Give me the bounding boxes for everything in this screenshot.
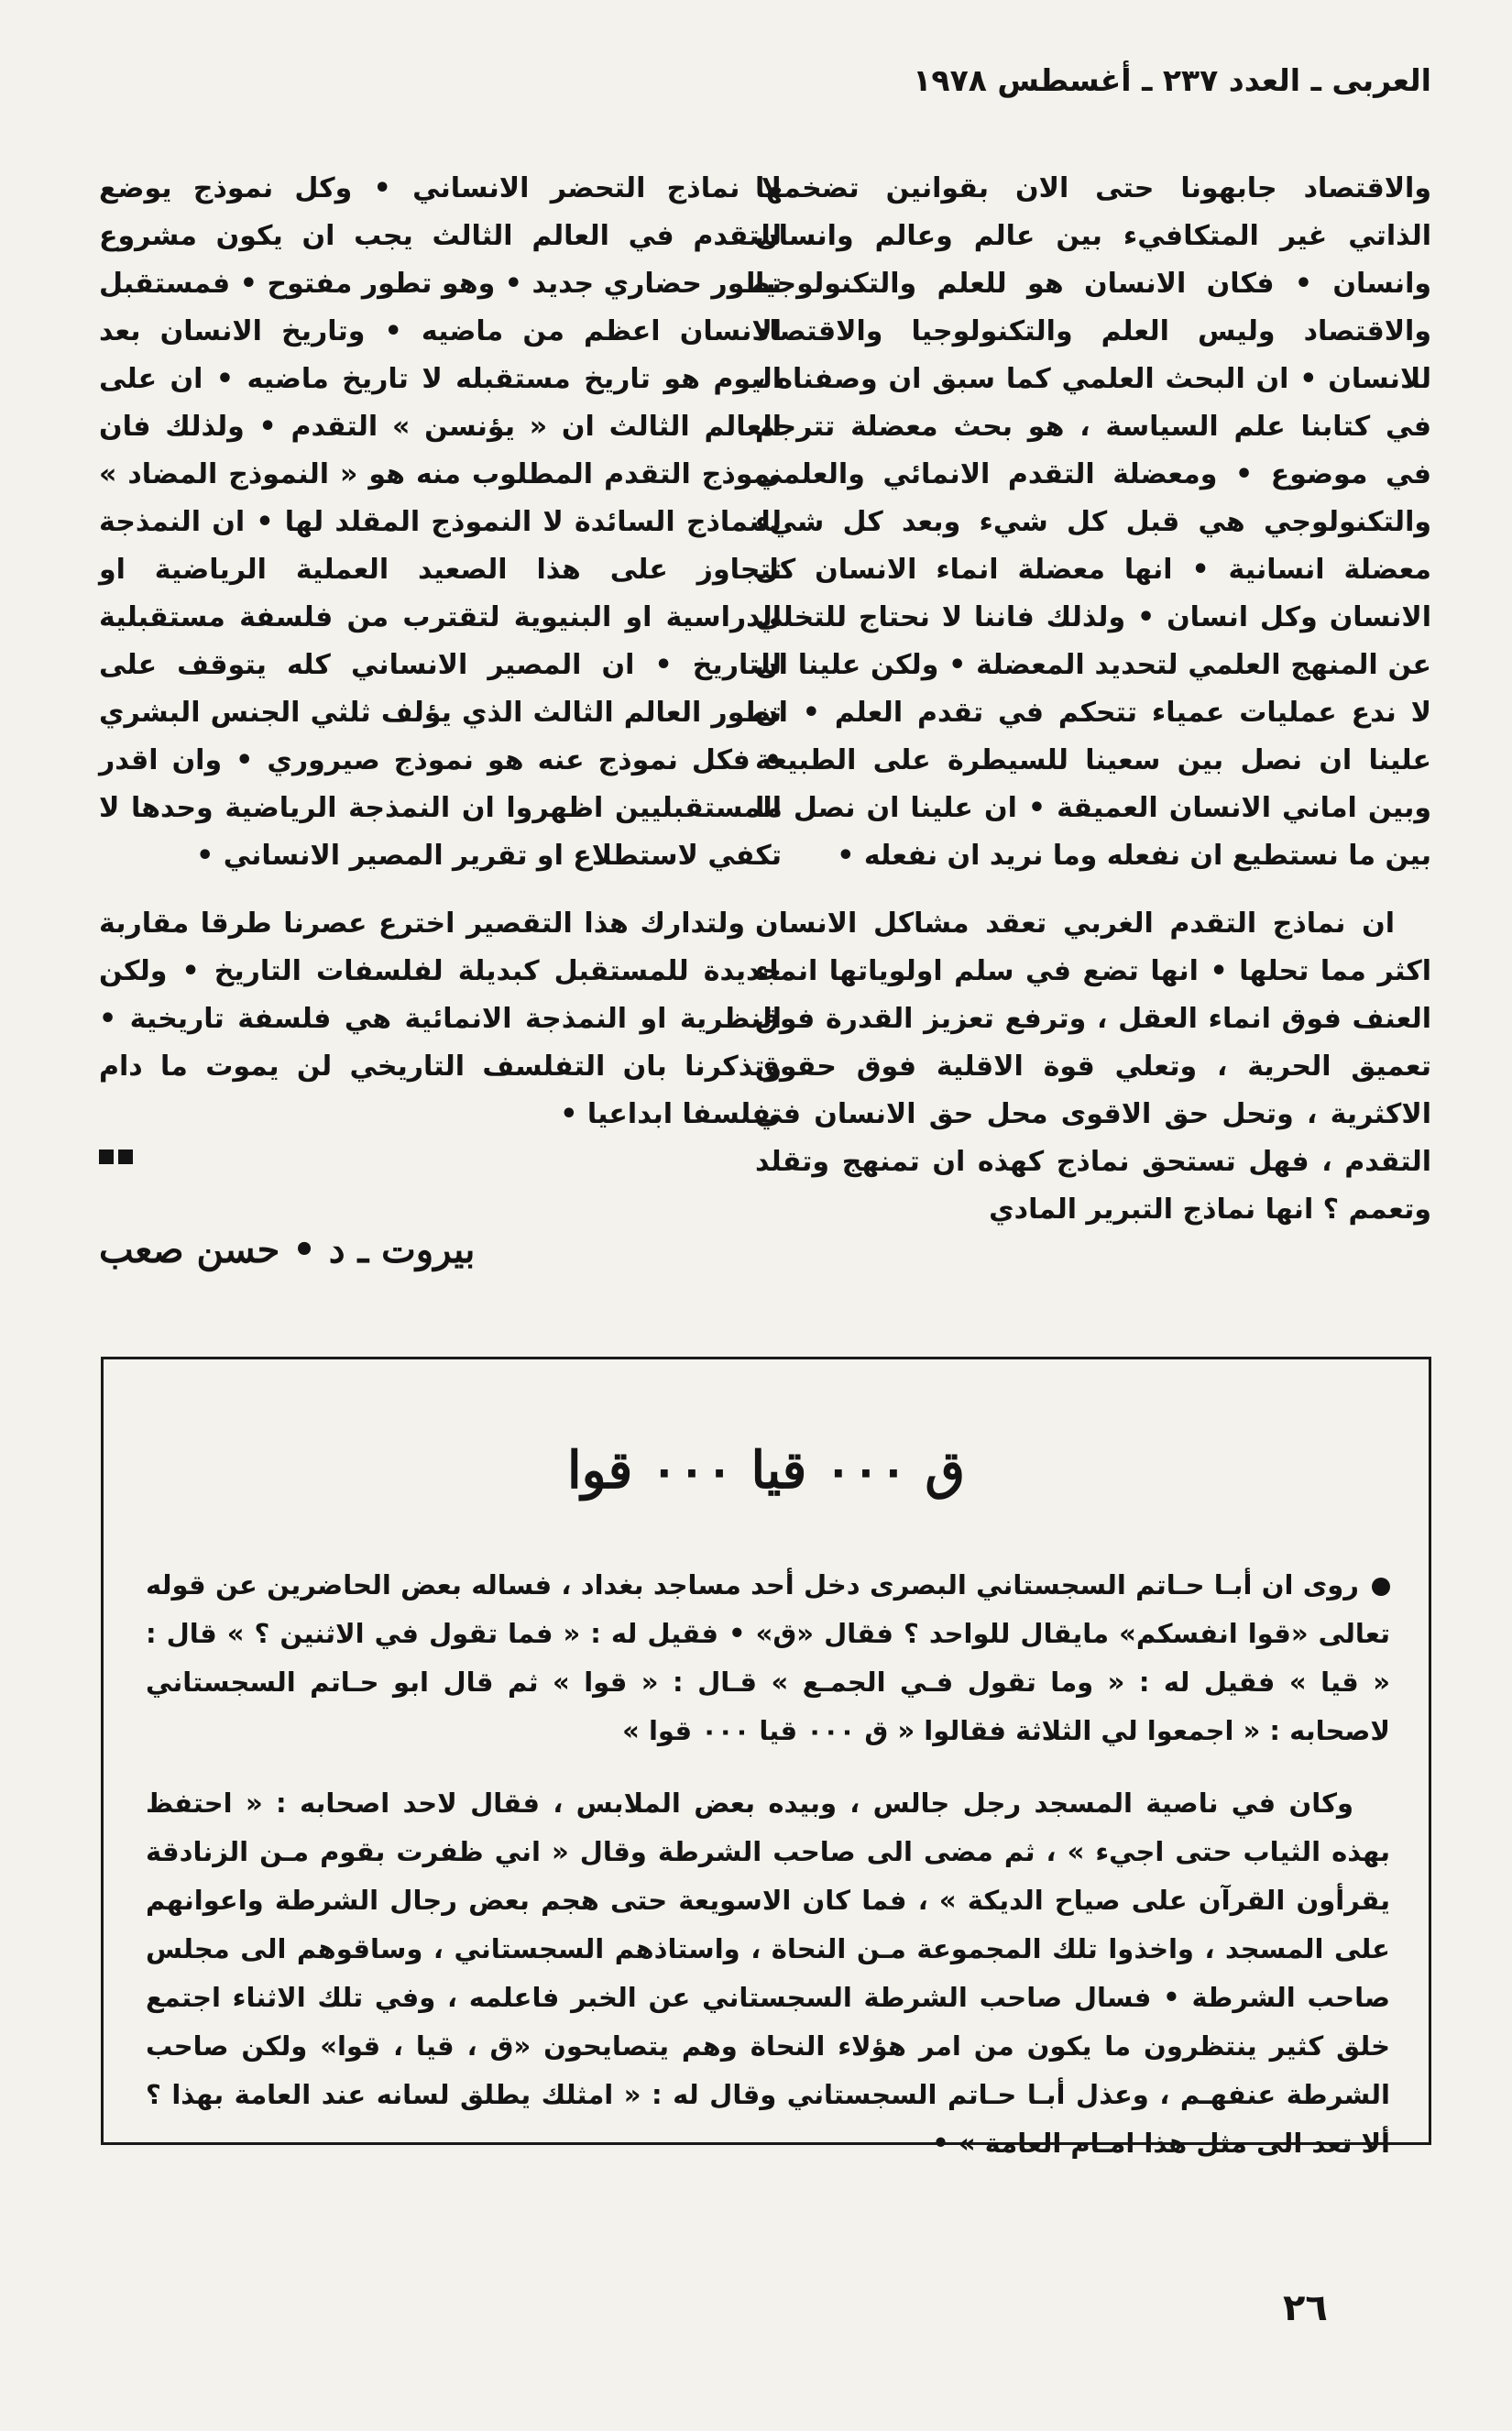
page-number: ٢٦ [1283,2287,1328,2329]
article-column-left [99,165,782,1164]
article-column-right [755,165,1431,1254]
running-head: العربى ـ العدد ٢٣٧ ـ أغسطس ١٩٧٨ [913,62,1431,98]
author-signature: بيروت ـ د • حسن صعب [99,1228,476,1271]
article-paragraph: والاقتصاد جابهونا حتى الان بقوانين تضخمها الذاتي غير المتكافيء بين عالم وعالم وانسان وانسان • فكان الانسان هو للعلم والتكنولوجيا والاقتصاد وليس العلم والتكنولوجيا والاقتصاد للانسان • ان البحث العلمي كما سبق ان وصفناه ، في كتابنا علم السياسة ، هو بحث معضلة تترجم في موضوع • ومعضلة التقدم الانمائي والعلمي والتكنولوجي هي قبل كل شيء وبعد كل شيء معضلة انسانية • انها معضلة انماء الانسان كل الانسان وكل انسان • ولذلك فاننا لا نحتاج للتخلي عن المنهج العلمي لتحديد المعضلة • ولكن علينا ان لا ندع عمليات عمياء تتحكم في تقدم العلم • ان علينا ان نصل بين سعينا للسيطرة على الطبيعة وبين اماني الانسان العميقة • ان علينا ان نصل ما بين ما نستطيع ان نفعله وما نريد ان نفعله • [755,172,1431,872]
bullet-icon [1372,1578,1390,1596]
article-paragraph: لا نماذج التحضر الانساني • وكل نموذج يوضع للتقدم في العالم الثالث يجب ان يكون مشروع تطور حضاري جديد • وهو تطور مفتوح • فمستقبل الانسان اعظم من ماضيه • وتاريخ الانسان بعد اليوم هو تاريخ مستقبله لا تاريخ ماضيه • ان على العالم الثالث ان « يؤنسن » التقدم • ولذلك فان نموذج التقدم المطلوب منه هو « النموذج المضاد » للنماذج السائدة لا النموذج المقلد لها • ان النمذجة تتجاوز على هذا الصعيد العملية الرياضية او الدراسية او البنيوية لتقترب من فلسفة مستقبلية للتاريخ • ان المصير الانساني كله يتوقف على تطور العالم الثالث الذي يؤلف ثلثي الجنس البشري • فكل نموذج عنه هو نموذج صيروري • وان اقدر المستقبليين اظهروا ان النمذجة الرياضية وحدها لا تكفي لاستطلاع او تقرير المصير الانساني • [99,172,782,872]
anecdote-title: ق ٠٠٠ قيا ٠٠٠ قوا [567,1440,965,1501]
anecdote-box [101,1357,1431,2159]
article-paragraph: ان نماذج التقدم الغربي تعقد مشاكل الانسان اكثر مما تحلها • انها تضع في سلم اولوياتها انماء العنف فوق انماء العقل ، وترفع تعزيز القدرة فوق تعميق الحرية ، وتعلي قوة الاقلية فوق حقوق الاكثرية ، وتحل حق الاقوى محل حق الانسان في التقدم ، فهل تستحق نماذج كهذه ان تمنهج وتقلد وتعمم ؟ انها نماذج التبرير المادي [755,908,1431,1226]
article-paragraph: ولتدارك هذا التقصير اخترع عصرنا طرقا مقاربة جديدة للمستقبل كبديلة لفلسفات التاريخ • ولكن النظرية او النمذجة الانمائية هي فلسفة تاريخية • وتذكرنا بان التفلسف التاريخي لن يموت ما دام تفلسفا ابداعيا • [99,908,782,1130]
end-of-article-mark [99,1150,782,1164]
anecdote-paragraph: وكان في ناصية المسجد رجل جالس ، وبيده بعض الملابس ، فقال لاحد اصحابه : « احتفظ بهذه الثياب حتى اجيء » ، ثم مضى الى صاحب الشرطة وقال « اني ظفرت بقوم مـن الزنادقة يقرأون القرآن على صياح الديكة » ، فما كان الاسويعة حتى هجم بعض رجال الشرطة واعوانهم على المسجد ، واخذوا تلك المجموعة مـن النحاة ، واستاذهم السجستاني ، وساقوهم الى مجلس صاحب الشرطة • فسال صاحب الشرطة السجستاني عن الخبر فاعلمه ، وفي تلك الاثناء اجتمع خلق كثير ينتظرون ما يكون من امر هؤلاء النحاة وهم يتصايحون «ق ، قيا ، قوا» ولكن صاحب الشرطة عنفهـم ، وعذل أبـا حـاتم السجستاني وقال له : « امثلك يطلق لسانه عند العامة بهذا ؟ ألا تعد الى مثل هذا امـام العامة » • [146,1788,1390,2159]
anecdote-paragraph: روى ان أبـا حـاتم السجستاني البصرى دخل أحد مساجد بغداد ، فساله بعض الحاضرين عن قوله تعالى «قوا انفسكم» مايقال للواحد ؟ فقال «ق» • فقيل له : « فما تقول في الاثنين ؟ » قال : « قيا » فقيل له : « وما تقول فـي الجمـع » قـال : « قوا » ثم قال ابو حـاتم السجستاني لاصحابه : « اجمعوا لي الثلاثة فقالوا « ق ٠٠٠ قيا ٠٠٠ قوا » [146,1569,1390,1746]
anecdote-body [146,1561,1390,2192]
